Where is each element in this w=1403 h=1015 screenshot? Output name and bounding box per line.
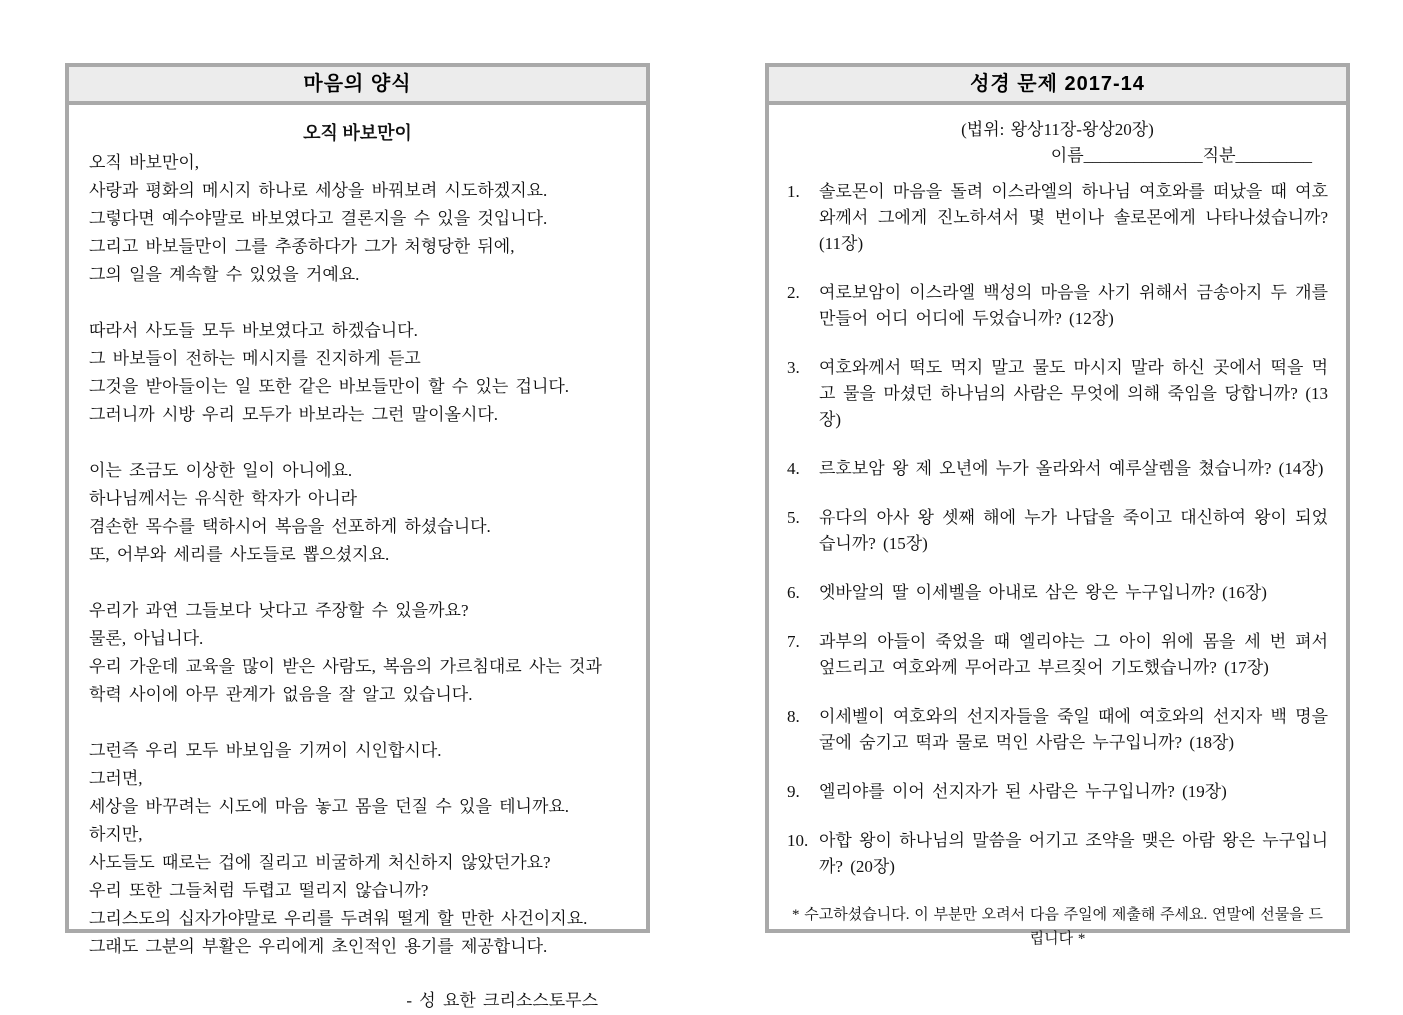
name-blank-line: ______________ [1083, 146, 1203, 165]
poem-line: 우리가 과연 그들보다 낫다고 주장할 수 있을까요? [89, 601, 469, 620]
question-text: 여호와께서 떡도 먹지 말고 물도 마시지 말라 하신 곳에서 떡을 먹고 물을 마셨던 하나님의 사람은 무엇에 의해 죽임을 당합니까? (13장) [819, 358, 1328, 429]
question-number: 9. [787, 782, 800, 801]
left-page-header: 마음의 양식 [69, 67, 646, 105]
question-text: 아합 왕이 하나님의 말씀을 어기고 조약을 맺은 아람 왕은 누구입니까? (20장) [819, 831, 1328, 876]
question-text: 엣바알의 딸 이세벨을 아내로 삼은 왕은 누구입니까? (16장) [819, 583, 1267, 602]
poem-line: 겸손한 목수를 택하시어 복음을 선포하게 하셨습니다. [89, 517, 491, 536]
stanza-gap [89, 709, 626, 737]
question-text: 과부의 아들이 죽었을 때 엘리야는 그 아이 위에 몸을 세 번 펴서 엎드리고 여호와께 무어라고 부르짖어 기도했습니까? (17장) [819, 632, 1328, 677]
question-number: 2. [787, 283, 800, 302]
poem-line: 학력 사이에 아무 관계가 없음을 잘 알고 있습니다. [89, 685, 473, 704]
question-item [787, 779, 1328, 805]
question-item [787, 580, 1328, 606]
question-text: 솔로몬이 마음을 돌려 이스라엘의 하나님 여호와를 떠났을 때 여호와께서 그에게 진노하셔서 몇 번이나 솔로몬에게 나타나셨습니까? (11장) [819, 182, 1328, 253]
question-number: 8. [787, 707, 800, 726]
poem-line: 그러면, [89, 769, 143, 788]
poem-line: 그의 일을 계속할 수 있었을 거예요. [89, 265, 360, 284]
question-text: 이세벨이 여호와의 선지자들을 죽일 때에 여호와의 선지자 백 명을 굴에 숨기고 떡과 물로 먹인 사람은 누구입니까? (18장) [819, 707, 1328, 752]
question-item [787, 179, 1328, 257]
poem-line: 또, 어부와 세리를 사도들로 뽑으셨지요. [89, 545, 390, 564]
scope-line: (법위: 왕상11장-왕상20장) [961, 120, 1154, 139]
stanza-gap [89, 289, 626, 317]
question-number: 4. [787, 459, 800, 478]
poem-line: 그것을 받아들이는 일 또한 같은 바보들만이 할 수 있는 겁니다. [89, 377, 570, 396]
poem-signature: - 성 요한 크리소스토무스 [406, 991, 598, 1010]
name-role-line [787, 143, 1328, 169]
poem-line: 물론, 아닙니다. [89, 629, 204, 648]
question-item [787, 280, 1328, 332]
question-list [787, 179, 1328, 880]
poem-line: 그렇다면 예수야말로 바보였다고 결론지을 수 있을 것입니다. [89, 209, 548, 228]
poem-line: 그러니까 시방 우리 모두가 바보라는 그런 말이올시다. [89, 405, 499, 424]
poem-line: 오직 바보만이, [89, 153, 200, 172]
question-item [787, 355, 1328, 433]
poem-line: 세상을 바꾸려는 시도에 마음 놓고 몸을 던질 수 있을 테니까요. [89, 797, 570, 816]
poem-line: 하지만, [89, 825, 143, 844]
question-number: 10. [787, 831, 809, 850]
right-page-body [769, 105, 1346, 951]
question-item [787, 704, 1328, 756]
poem-line: 이는 조금도 이상한 일이 아니에요. [89, 461, 353, 480]
role-label: 직분 [1202, 146, 1236, 165]
poem-line: 사랑과 평화의 메시지 하나로 세상을 바꿔보려 시도하겠지요. [89, 181, 548, 200]
poem-line: 그 바보들이 전하는 메시지를 진지하게 듣고 [89, 349, 421, 368]
poem-line: 그리스도의 십자가야말로 우리를 두려워 떨게 할 만한 사건이지요. [89, 909, 588, 928]
poem-line: 그래도 그분의 부활은 우리에게 초인적인 용기를 제공합니다. [89, 937, 548, 956]
question-item [787, 456, 1328, 482]
poem-line: 그리고 바보들만이 그를 추종하다가 그가 처형당한 뒤에, [89, 237, 515, 256]
right-page-header: 성경 문제 2017-14 [769, 67, 1346, 105]
poem-line: 사도들도 때로는 겁에 질리고 비굴하게 처신하지 않았던가요? [89, 853, 551, 872]
role-blank-line: _________ [1235, 146, 1312, 165]
right-page [765, 63, 1350, 947]
poem [89, 149, 626, 961]
poem-line: 우리 또한 그들처럼 두렵고 떨리지 않습니까? [89, 881, 429, 900]
question-text: 유다의 아사 왕 셋째 해에 누가 나답을 죽이고 대신하여 왕이 되었습니까? (15장) [819, 508, 1328, 553]
question-item [787, 629, 1328, 681]
stanza-gap [89, 429, 626, 457]
footer-note: * 수고하셨습니다. 이 부분만 오려서 다음 주일에 제출해 주세요. 연말에 선물을 드립니다 * [792, 907, 1323, 947]
poem-line: 그런즉 우리 모두 바보임을 기꺼이 시인합시다. [89, 741, 442, 760]
question-item [787, 828, 1328, 880]
question-number: 6. [787, 583, 800, 602]
question-item [787, 505, 1328, 557]
question-number: 3. [787, 358, 800, 377]
poem-line: 하나님께서는 유식한 학자가 아니라 [89, 489, 358, 508]
stanza-gap [89, 569, 626, 597]
question-number: 5. [787, 508, 800, 527]
name-label: 이름 [1050, 146, 1084, 165]
question-number: 7. [787, 632, 800, 651]
question-number: 1. [787, 182, 800, 201]
question-text: 여로보암이 이스라엘 백성의 마음을 사기 위해서 금송아지 두 개를 만들어 어디 어디에 두었습니까? (12장) [819, 283, 1328, 328]
left-page [65, 63, 650, 1010]
poem-title: 오직 바보만이 [303, 123, 412, 143]
question-text: 엘리야를 이어 선지자가 된 사람은 누구입니까? (19장) [819, 782, 1227, 801]
poem-line: 따라서 사도들 모두 바보였다고 하겠습니다. [89, 321, 418, 340]
question-text: 르호보암 왕 제 오년에 누가 올라와서 예루살렘을 쳤습니까? (14장) [819, 459, 1324, 478]
poem-line: 우리 가운데 교육을 많이 받은 사람도, 복음의 가르침대로 사는 것과 [89, 657, 602, 676]
left-page-body [69, 105, 646, 1015]
